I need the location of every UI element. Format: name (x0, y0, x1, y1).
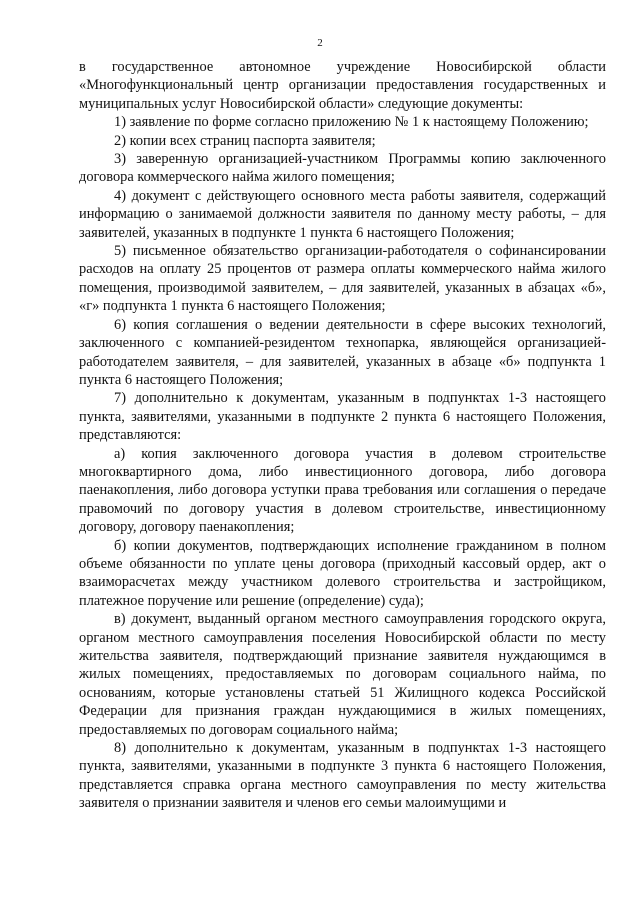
document-body (79, 58, 606, 813)
paragraph-item-7: 7) дополнительно к документам, указанным в подпунктах 1-3 настоящего пункта, заявителями, указанными в подпункте 2 пункта 6 настоящего Положения, представляются: (79, 390, 606, 444)
paragraph-item-6: 6) копия соглашения о ведении деятельности в сфере высоких технологий, заключенного с компанией-резидентом технопарка, являющейся организацией-работодателем заявителя, – для заявителей, указанных в абзаце «б» подпункта 1 пункта 6 настоящего Положения; (79, 316, 606, 388)
page-number: 2 (317, 37, 323, 49)
paragraph-item-2: 2) копии всех страниц паспорта заявителя; (114, 132, 376, 149)
paragraph-intro: в государственное автономное учреждение Новосибирской области «Многофункциональный центр организации предоставления государственных и муниципальных услуг Новосибирской области» следующие документы: (79, 59, 606, 112)
paragraph-item-7b: б) копии документов, подтверждающих исполнение гражданином в полном объеме обязанности по уплате цены договора (приходный кассовый ордер, акт о взаиморасчетах между участником долевого строительства и застройщиком, платежное поручение или решение (определение) суда); (79, 537, 606, 609)
paragraph-item-1: 1) заявление по форме согласно приложению № 1 к настоящему Положению; (114, 114, 589, 131)
paragraph-item-4: 4) документ с действующего основного места работы заявителя, содержащий информацию о занимаемой должности заявителя по данному месту работы, – для заявителей, указанных в подпункте 1 пункта 6 настоящего Положения; (79, 187, 606, 241)
paragraph-item-7a: а) копия заключенного договора участия в долевом строительстве многоквартирного дома, либо инвестиционного договора, либо договора паенакопления, либо договора уступки права требования или соглашения о передаче правомочий по договору участия в долевом строительстве, инвестиционному договору, договору паенакопления; (79, 445, 606, 536)
paragraph-item-8: 8) дополнительно к документам, указанным в подпунктах 1-3 настоящего пункта, заявителями, указанными в подпункте 3 пункта 6 настоящего Положения, представляется справка органа местного самоуправления по месту жительства заявителя о признании заявителя и членов его семьи малоимущими и (79, 740, 606, 812)
paragraph-item-5: 5) письменное обязательство организации-работодателя о софинансировании расходов на оплату 25 процентов от размера оплаты коммерческого найма жилого помещения, производимой заявителем, – для заявителей, указанных в абзацах «б», «г» подпункта 1 пункта 6 настоящего Положения; (79, 243, 606, 315)
paragraph-item-7v: в) документ, выданный органом местного самоуправления городского округа, органом местного самоуправления поселения Новосибирской области по месту жительства заявителя, подтверждающий признание заявителя нуждающимся в жилых помещениях, предоставляемых по договорам социального найма, по основаниям, которые установлены статьей 51 Жилищного кодекса Российской Федерации для признания граждан нуждающимися в жилых помещениях, предоставляемых по договорам социального найма; (79, 611, 606, 738)
paragraph-item-3: 3) заверенную организацией-участником Программы копию заключенного договора коммерческого найма жилого помещения; (79, 151, 606, 186)
